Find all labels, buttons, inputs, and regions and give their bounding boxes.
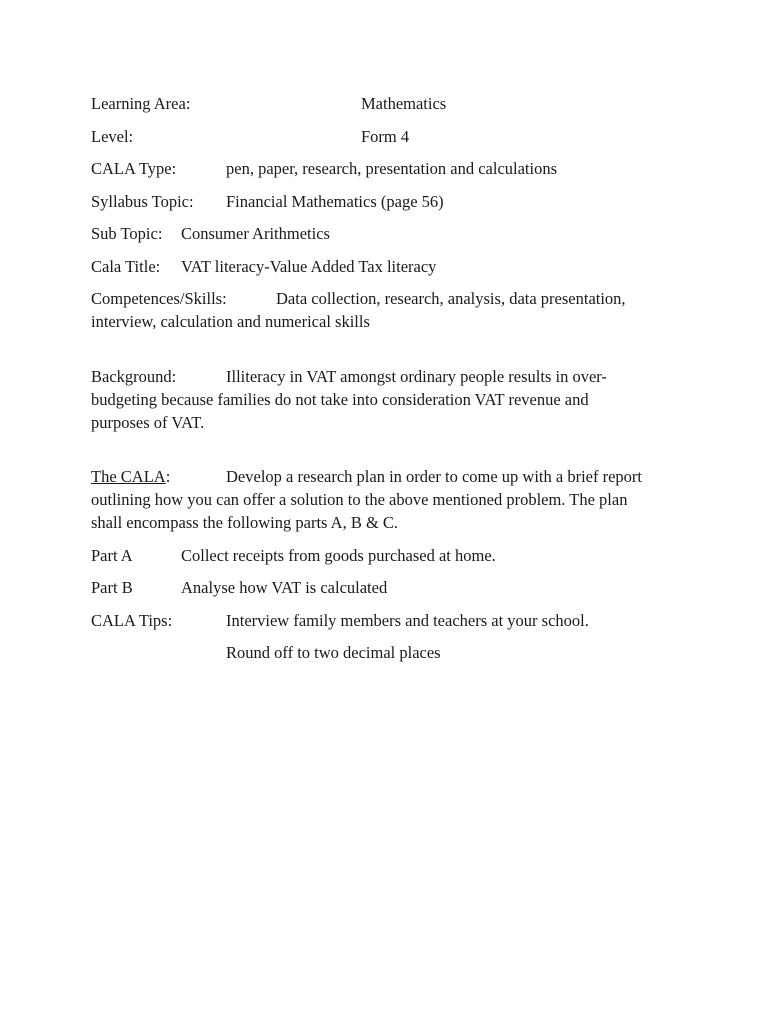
background-text-line2: budgeting because families do not take into consideration VAT revenue and [91,389,589,409]
syllabus-topic-label: Syllabus Topic: [91,191,194,211]
cala-type-value: pen, paper, research, presentation and calculations [226,159,558,178]
the-cala-text-line2: outlining how you can offer a solution to the above mentioned problem. The plan [91,490,628,509]
cala-tips-row-2 [91,641,681,664]
competences-label: Competences/Skills: [91,289,227,308]
learning-area-value: Mathematics [361,94,447,113]
competences-paragraph [91,287,681,333]
spacer [91,343,681,365]
cala-tip-1: Interview family members and teachers at your school. [226,610,589,630]
cala-tips-label: CALA Tips: [91,610,173,630]
cala-tips-row [91,609,681,632]
part-b-label: Part B [91,578,133,597]
part-b-row [91,576,681,599]
syllabus-topic-row [91,190,681,213]
part-a-row [91,544,681,567]
document-page [91,92,681,674]
spacer [91,443,681,465]
sub-topic-label: Sub Topic: [91,224,163,243]
background-text-line3: purposes of VAT. [91,412,205,432]
part-b-text: Analyse how VAT is calculated [181,578,388,597]
cala-title-value: VAT literacy-Value Added Tax literacy [181,256,437,276]
background-paragraph [91,365,681,434]
cala-title-row [91,255,681,278]
the-cala-label: The CALA [91,467,166,486]
learning-area-label: Learning Area: [91,94,191,113]
the-cala-text-line1: Develop a research plan in order to come up with a brief report [226,467,642,486]
background-text-line1: Illiteracy in VAT amongst ordinary people results in over- [226,366,607,386]
the-cala-colon: : [165,467,171,486]
level-row [91,125,681,148]
cala-type-row [91,157,681,180]
cala-title-label: Cala Title: [91,256,161,276]
cala-type-label: CALA Type: [91,159,177,178]
syllabus-topic-value: Financial Mathematics (page 56) [226,191,444,211]
level-label: Level: [91,126,134,146]
the-cala-label-wrap [91,465,226,488]
sub-topic-value: Consumer Arithmetics [181,224,330,243]
competences-text-line2: interview, calculation and numerical skills [91,312,370,331]
level-value: Form 4 [361,126,410,146]
cala-tip-2: Round off to two decimal places [226,643,441,662]
part-a-label: Part A [91,545,133,565]
background-label: Background: [91,366,177,386]
learning-area-row [91,92,681,115]
competences-text-line1: Data collection, research, analysis, data presentation, [276,289,626,308]
part-a-text: Collect receipts from goods purchased at home. [181,545,496,565]
the-cala-text-line3: shall encompass the following parts A, B & C. [91,513,399,532]
the-cala-paragraph [91,465,681,534]
sub-topic-row [91,222,681,245]
